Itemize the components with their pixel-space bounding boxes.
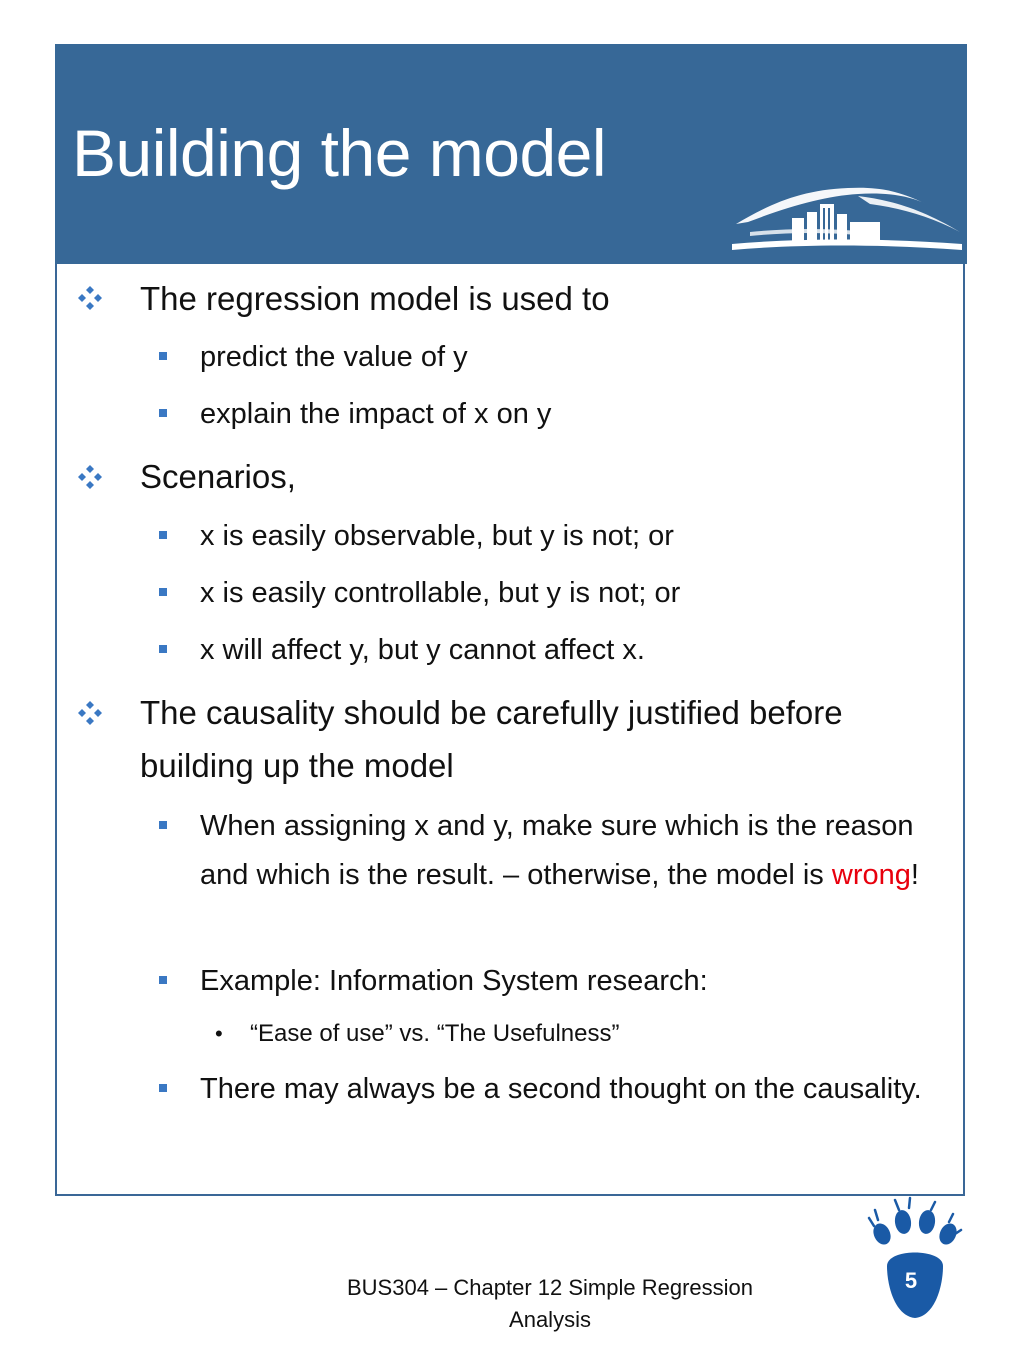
bullet-causality: The causality should be carefully justified before building up the model <box>140 694 843 784</box>
diamond-bullet-icon <box>77 464 103 490</box>
square-bullet-icon <box>159 352 167 360</box>
page-number: 5 <box>904 1268 918 1293</box>
bullet-regression-use: The regression model is used to <box>140 280 610 317</box>
subbullet-predict: predict the value of y <box>200 341 468 373</box>
slide-title: Building the model <box>72 116 607 190</box>
subbullet-controllable: x is easily controllable, but y is not; or <box>200 577 681 609</box>
diamond-bullet-icon <box>77 285 103 311</box>
subbullet-example: Example: Information System research: <box>200 965 708 997</box>
square-bullet-icon <box>159 1084 167 1092</box>
square-bullet-icon <box>159 531 167 539</box>
subsubbullet-ease-of-use: “Ease of use” vs. “The Usefulness” <box>250 1020 620 1047</box>
exclamation: ! <box>910 859 919 891</box>
subbullet-observable: x is easily observable, but y is not; or <box>200 520 674 552</box>
square-bullet-icon <box>159 409 167 417</box>
wrong-emphasis: wrong <box>831 859 911 891</box>
footer-line-2: Analysis <box>509 1307 591 1332</box>
square-bullet-icon <box>159 588 167 596</box>
paw-print-icon <box>865 1196 965 1324</box>
square-bullet-icon <box>159 976 167 984</box>
subbullet-second-thought: There may always be a second thought on the causality. <box>200 1073 922 1105</box>
assigning-text: When assigning x and y, make sure which is the reason and which is the result. – otherwise, the model is <box>200 810 914 891</box>
subbullet-explain: explain the impact of x on y <box>200 398 552 430</box>
square-bullet-icon <box>159 645 167 653</box>
footer-line-1: BUS304 – Chapter 12 Simple Regression <box>346 1275 753 1300</box>
diamond-bullet-icon <box>77 700 103 726</box>
subbullet-affect: x will affect y, but y cannot affect x. <box>200 634 645 666</box>
dot-bullet-icon: • <box>215 1021 223 1046</box>
bullet-scenarios: Scenarios, <box>140 458 296 495</box>
square-bullet-icon <box>159 821 167 829</box>
slide-footer <box>300 1272 800 1336</box>
subbullet-assigning <box>200 802 940 900</box>
